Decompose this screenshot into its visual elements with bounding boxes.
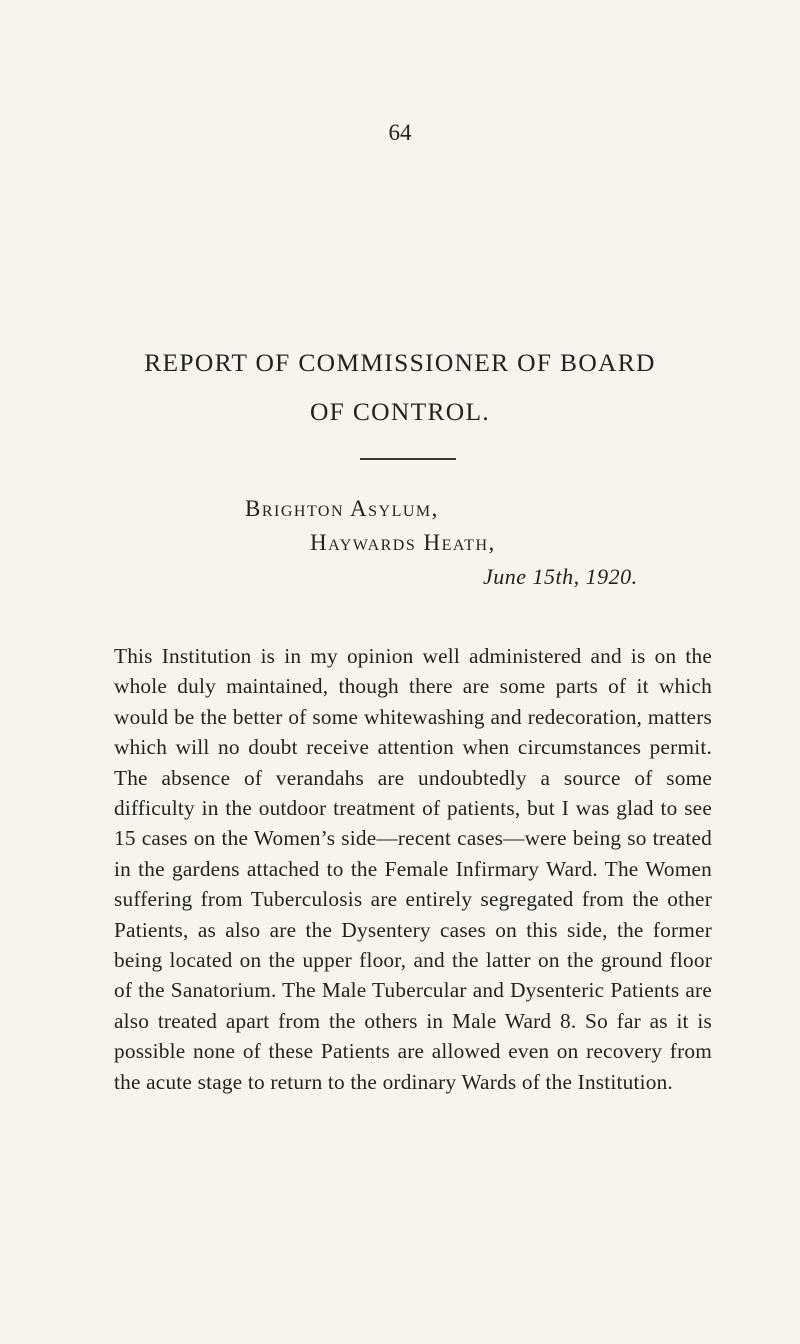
title-divider bbox=[360, 458, 456, 460]
page-number: 64 bbox=[388, 120, 412, 145]
report-title bbox=[0, 338, 800, 436]
title-line-1: REPORT OF COMMISSIONER OF BOARD bbox=[144, 348, 656, 377]
letter-date: June 15th, 1920. bbox=[483, 564, 638, 589]
address-line-2: Haywards Heath, bbox=[310, 530, 496, 555]
title-line-2: OF CONTROL. bbox=[309, 397, 491, 426]
address-line-1: Brighton Asylum, bbox=[245, 496, 439, 521]
body-paragraph: This Institution is in my opinion well administered and is on the whole duly maintained, though there are some parts of it which would be the better of some whitewashing and redecoration, matters which will no doubt receive attention when circumstances permit. The absence of verandahs are undoubtedly a source of some difficulty in the outdoor treatment of patients, but I was glad to see 15 cases on the Women’s side—recent cases—were being so treated in the gardens attached to the Female Infirmary Ward. The Women suffering from Tuberculosis are entirely segregated from the other Patients, as also are the Dysentery cases on this side, the former being located on the upper floor, and the latter on the ground floor of the Sanatorium. The Male Tubercular and Dysenteric Patients are also treated apart from the others in Male Ward 8. So far as it is possible none of these Patients are allowed even on recovery from the acute stage to return to the ordinary Wards of the Institution. bbox=[114, 644, 712, 1094]
letter-body bbox=[114, 641, 712, 1097]
letter-heading bbox=[0, 492, 800, 594]
